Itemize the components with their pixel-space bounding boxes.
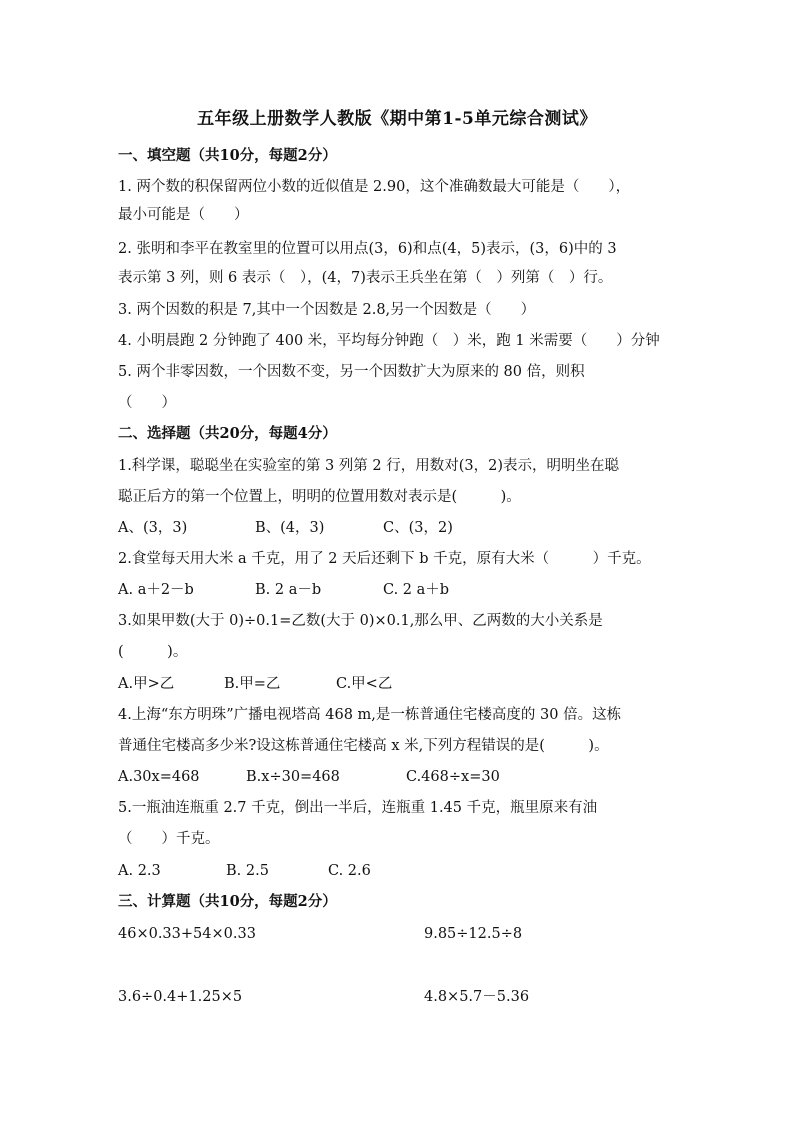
option-b: B.甲=乙 [224,676,281,692]
s2-q1-line1: 1.科学课，聪聪坐在实验室的第 3 列第 2 行，用数对(3，2)表示，明明坐在聪 [118,458,619,474]
calc-expression-1: 46×0.33+54×0.33 [118,926,256,942]
option-c: C.468÷x=30 [406,769,500,785]
s2-q3-options [118,674,392,694]
s2-q3-line2: ( )。 [118,644,188,660]
s1-q1-line1: 1. 两个数的积保留两位小数的近似值是 2.90，这个准确数最大可能是（ ）， [118,179,631,195]
s2-q1-line2: 聪正后方的第一个位置上，明明的位置用数对表示是( )。 [118,489,521,505]
calc-expression-4: 4.8×5.7－5.36 [424,989,530,1005]
option-c: C、(3，2) [383,520,453,536]
option-a: A.30x=468 [118,769,200,785]
option-b: B、(4，3) [255,520,325,536]
calc-expression-2: 9.85÷12.5÷8 [424,926,523,942]
s1-q3: 3. 两个因数的积是 7,其中一个因数是 2.8,另一个因数是（ ） [118,302,536,318]
section2-heading: 二、选择题（共20分，每题4分） [118,425,337,442]
s2-q5-options [118,861,371,881]
option-c: C. 2.6 [328,863,371,879]
s1-q2-line1: 2. 张明和李平在教室里的位置可以用点(3，6)和点(4，5)表示，(3，6)中的 3 [118,241,617,257]
s2-q4-line1: 4.上海“东方明珠”广播电视塔高 468 m,是一栋普通住宅楼高度的 30 倍。这栋 [118,707,622,723]
option-a: A. 2.3 [118,863,161,879]
s1-q5-line2: （ ） [118,395,176,411]
option-c: C.甲<乙 [336,676,393,692]
s2-q2-options [118,580,449,600]
section1-heading: 一、填空题（共10分，每题2分） [118,147,337,164]
option-a: A、(3，3) [118,520,188,536]
s2-q1-options [118,518,453,538]
option-c: C. 2 a＋b [383,582,450,598]
option-b: B. 2.5 [226,863,269,879]
page-title: 五年级上册数学人教版《期中第1-5单元综合测试》 [197,109,597,129]
s2-q5-line2: （ ）千克。 [118,831,220,847]
option-b: B. 2 a－b [255,582,322,598]
s2-q5-line1: 5.一瓶油连瓶重 2.7 千克，倒出一半后，连瓶重 1.45 千克，瓶里原来有油 [118,800,598,816]
option-b: B.x÷30=468 [246,769,340,785]
s1-q2-line2: 表示第 3 列，则 6 表示（ ），(4，7)表示王兵坐在第（ ）列第（ ）行。 [118,270,613,286]
calc-expression-3: 3.6÷0.4+1.25×5 [118,989,243,1005]
section3-heading: 三、计算题（共10分，每题2分） [118,893,337,910]
s2-q4-options [118,767,500,787]
s1-q5-line1: 5. 两个非零因数，一个因数不变，另一个因数扩大为原来的 80 倍，则积 [118,364,585,380]
s2-q2: 2.食堂每天用大米 a 千克，用了 2 天后还剩下 b 千克，原有大米（ ）千克。 [118,551,651,567]
s2-q3-line1: 3.如果甲数(大于 0)÷0.1=乙数(大于 0)×0.1,那么甲、乙两数的大小关系是 [118,613,603,629]
s2-q4-line2: 普通住宅楼高多少米?设这栋普通住宅楼高 x 米,下列方程错误的是( )。 [118,738,609,754]
option-a: A. a＋2－b [118,582,194,598]
s1-q4: 4. 小明晨跑 2 分钟跑了 400 米，平均每分钟跑（ ）米，跑 1 米需要（ ）分钟 [118,333,660,349]
option-a: A.甲>乙 [118,676,175,692]
s1-q1-line2: 最小可能是（ ） [118,207,249,223]
